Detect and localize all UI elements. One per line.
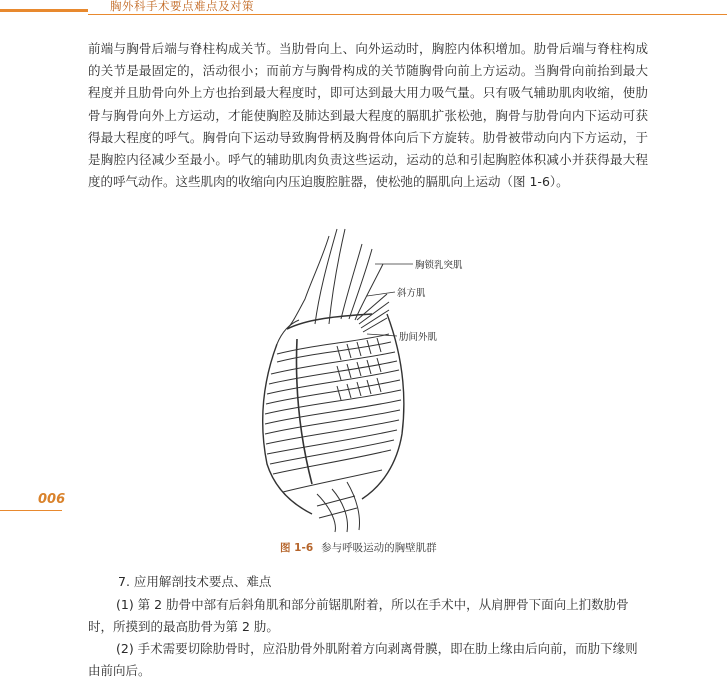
section-item: (2) 手术需要切除肋骨时，应沿肋骨外肌附着方向剥离骨膜，即在肋上缘由后向前，而肋下缘则由前向后。 xyxy=(88,641,638,679)
label-external-intercostal: 肋间外肌 xyxy=(399,332,438,343)
page-header xyxy=(0,0,727,20)
section-heading: 7. 应用解剖技术要点、难点 xyxy=(118,574,272,589)
label-sternocleidomastoid: 胸锁乳突肌 xyxy=(415,260,463,271)
header-accent-bar xyxy=(0,9,88,12)
figure-1-6 xyxy=(237,224,477,534)
figure-caption-text: 参与呼吸运动的胸壁肌群 xyxy=(321,542,437,554)
thoracic-muscles-illustration xyxy=(237,224,477,534)
page-number-rule xyxy=(0,510,62,511)
header-rule xyxy=(88,14,727,15)
figure-caption-number: 图 1-6 xyxy=(280,542,314,554)
body-paragraph: 前端与胸骨后端与脊柱构成关节。当肋骨向上、向外运动时，胸腔内体积增加。肋骨后端与脊柱构成的关节是最固定的，活动很小；而前方与胸骨构成的关节随胸骨向前上方运动。当胸骨向前抬到最大程度并且肋骨向外上方也抬到最大程度时，即可达到最大用力吸气量。只有吸气辅助肌肉收缩，使肋骨与胸骨向外上方运动，才能使胸腔及肺达到最大程度的膈肌扩张松弛，胸骨与肋骨向内下运动可获得最大程度的呼气。胸骨向下运动导致胸骨柄及胸骨体向后下方旋转。肋骨被带动向内下方运动，于是胸腔内径减少至最小。呼气的辅助肌肉负责这些运动，运动的总和引起胸腔体积减小并获得最大程度的呼气动作。这些肌肉的收缩向内压迫腹腔脏器，使松弛的膈肌向上运动（图 1-6）。 xyxy=(88,41,648,190)
figure-caption xyxy=(280,540,437,555)
label-trapezius: 斜方肌 xyxy=(397,288,426,299)
running-title: 胸外科手术要点难点及对策 xyxy=(110,0,254,13)
section-item: (1) 第 2 肋骨中部有后斜角肌和部分前锯肌附着，所以在手术中，从肩胛骨下面向上扪数肋骨时，所摸到的最高肋骨为第 2 肋。 xyxy=(88,597,629,635)
page-number: 006 xyxy=(38,492,66,507)
